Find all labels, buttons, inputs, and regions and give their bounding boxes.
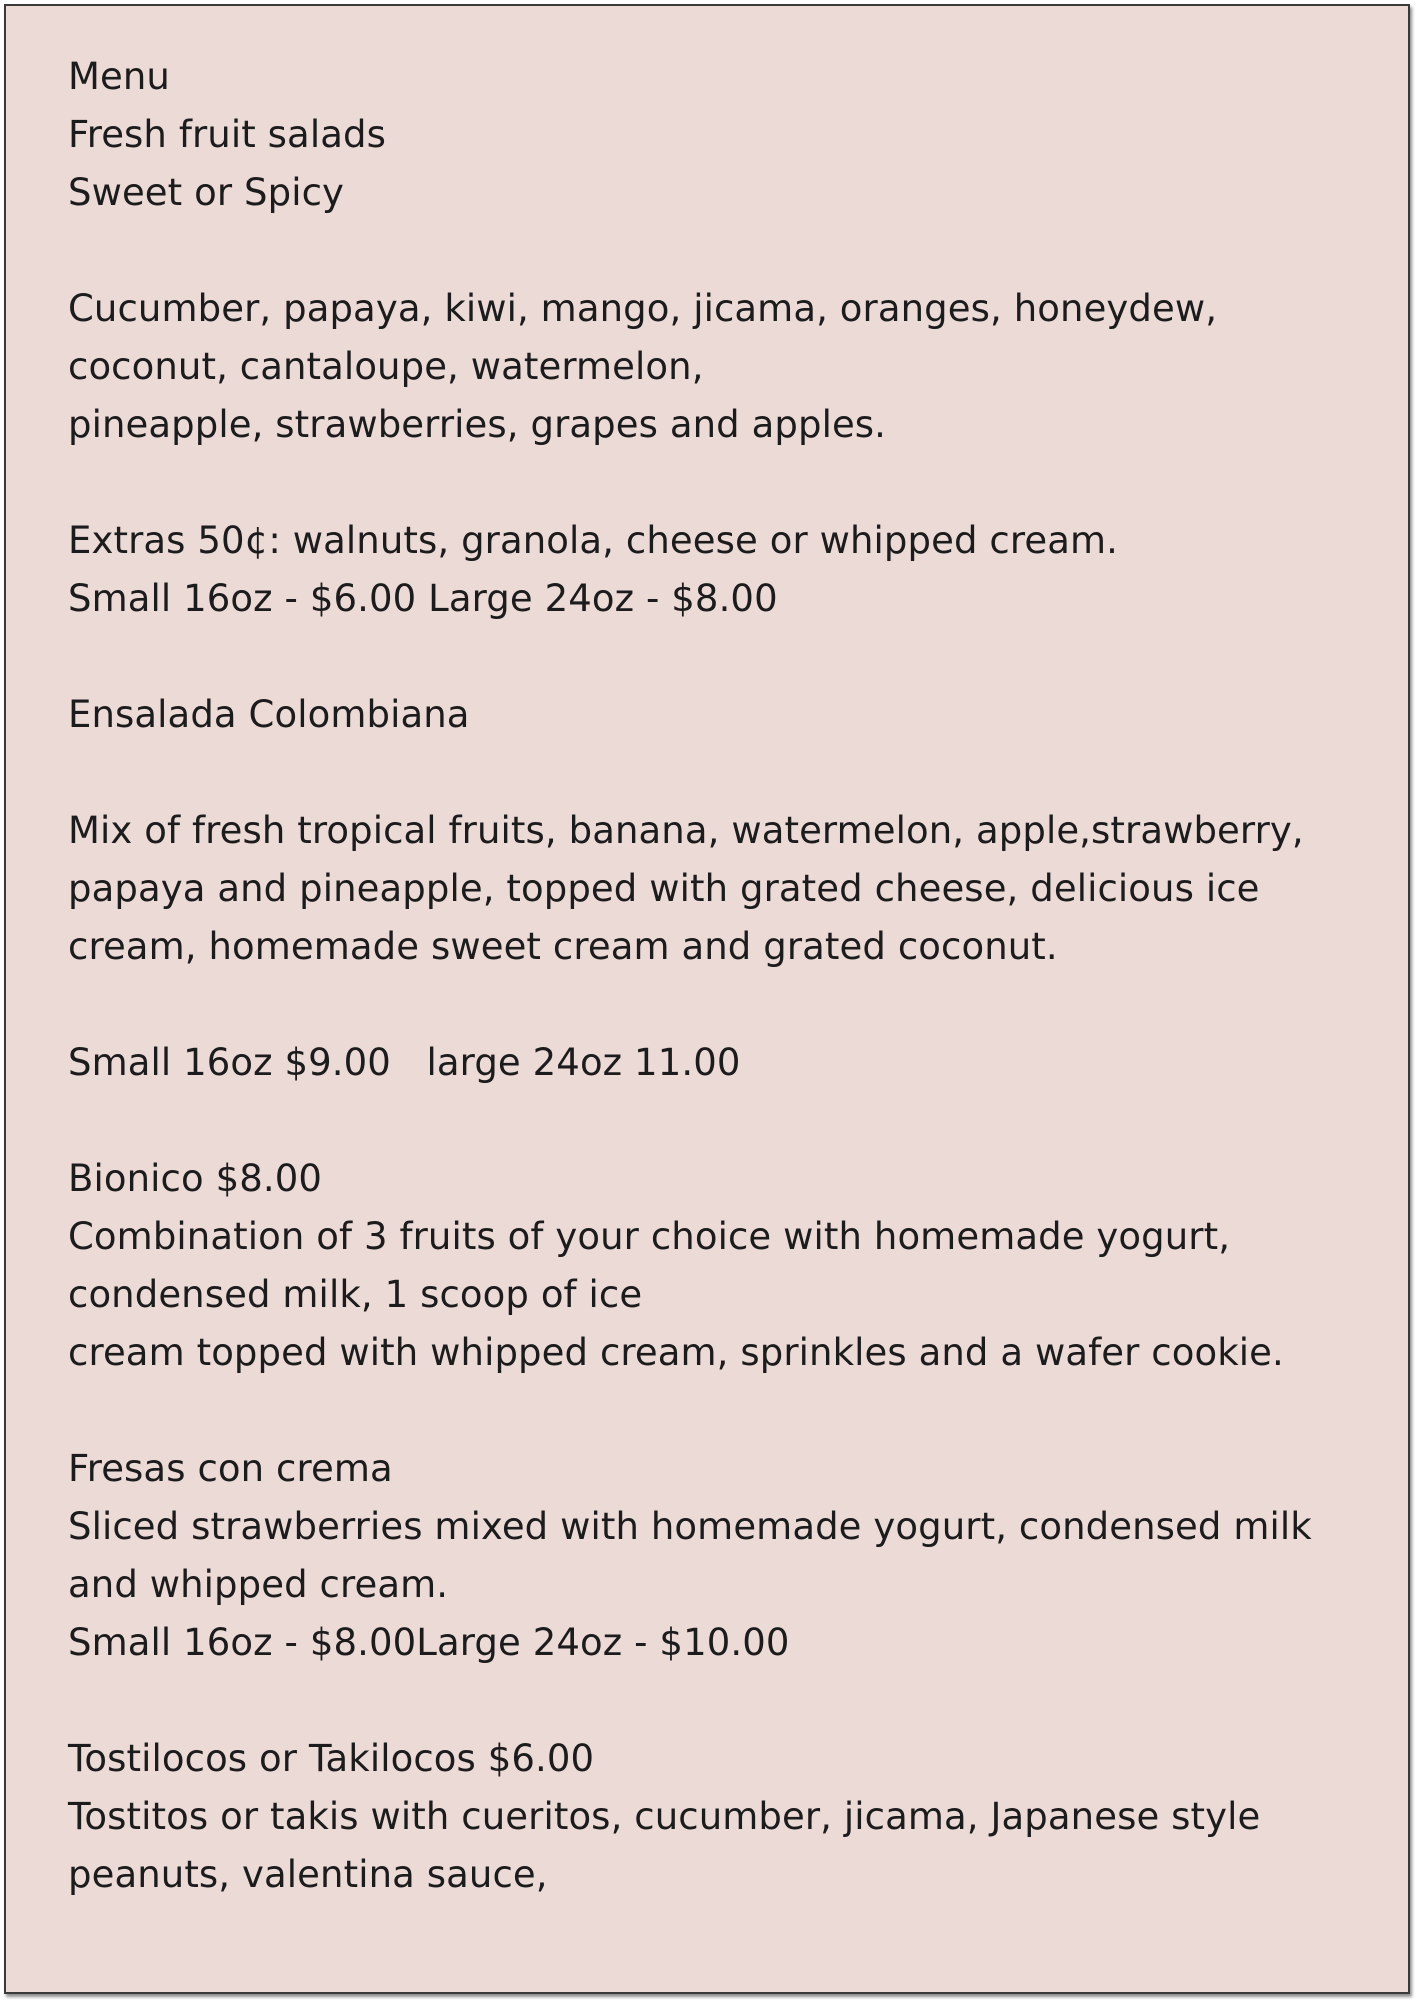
bionico-section xyxy=(68,1150,1368,1382)
spacer xyxy=(68,222,1368,280)
menu-page xyxy=(4,4,1410,1994)
tostilocos-name: Tostilocos or Takilocos $6.00 xyxy=(68,1737,595,1780)
spacer xyxy=(68,628,1368,686)
fruit-salad-prices: Small 16oz - $6.00 Large 24oz - $8.00 xyxy=(68,577,778,620)
tostilocos-description-line: Tostitos or takis with cueritos, cucumber, jicama, Japanese style xyxy=(68,1795,1261,1838)
bionico-description-line: cream topped with whipped cream, sprinkles and a wafer cookie. xyxy=(68,1331,1284,1374)
bionico-description-line: Combination of 3 fruits of your choice with homemade yogurt, xyxy=(68,1215,1231,1258)
ensalada-colombiana-description-line: cream, homemade sweet cream and grated coconut. xyxy=(68,925,1058,968)
fresas-con-crema-prices: Small 16oz - $8.00Large 24oz - $10.00 xyxy=(68,1621,790,1664)
ensalada-colombiana-name: Ensalada Colombiana xyxy=(68,693,470,736)
spacer xyxy=(68,1092,1368,1150)
menu-content xyxy=(68,48,1368,1904)
fresas-con-crema-name: Fresas con crema xyxy=(68,1447,393,1490)
spacer xyxy=(68,454,1368,512)
spacer xyxy=(68,1672,1368,1730)
tostilocos-section xyxy=(68,1730,1368,1904)
ensalada-colombiana-section xyxy=(68,686,1368,1092)
menu-title: Menu xyxy=(68,55,170,98)
fruit-salad-section xyxy=(68,280,1368,628)
ensalada-colombiana-prices: Small 16oz $9.00 large 24oz 11.00 xyxy=(68,1041,741,1084)
fruit-salad-description-line: Cucumber, papaya, kiwi, mango, jicama, oranges, honeydew, xyxy=(68,287,1218,330)
spacer xyxy=(68,1382,1368,1440)
fruit-salad-description-line: pineapple, strawberries, grapes and apples. xyxy=(68,403,887,446)
fruit-salad-description-line: coconut, cantaloupe, watermelon, xyxy=(68,345,704,388)
fresas-con-crema-section xyxy=(68,1440,1368,1672)
menu-subtitle: Fresh fruit salads xyxy=(68,113,386,156)
spacer xyxy=(68,744,1368,802)
fruit-salad-extras: Extras 50¢: walnuts, granola, cheese or whipped cream. xyxy=(68,519,1118,562)
fresas-con-crema-description-line: Sliced strawberries mixed with homemade yogurt, condensed milk xyxy=(68,1505,1312,1548)
bionico-name: Bionico $8.00 xyxy=(68,1157,322,1200)
ensalada-colombiana-description-line: Mix of fresh tropical fruits, banana, watermelon, apple,strawberry, xyxy=(68,809,1304,852)
tostilocos-description-line: peanuts, valentina sauce, xyxy=(68,1853,548,1896)
spacer xyxy=(68,976,1368,1034)
bionico-description-line: condensed milk, 1 scoop of ice xyxy=(68,1273,643,1316)
menu-tagline: Sweet or Spicy xyxy=(68,171,345,214)
ensalada-colombiana-description-line: papaya and pineapple, topped with grated cheese, delicious ice xyxy=(68,867,1260,910)
fresas-con-crema-description-line: and whipped cream. xyxy=(68,1563,449,1606)
